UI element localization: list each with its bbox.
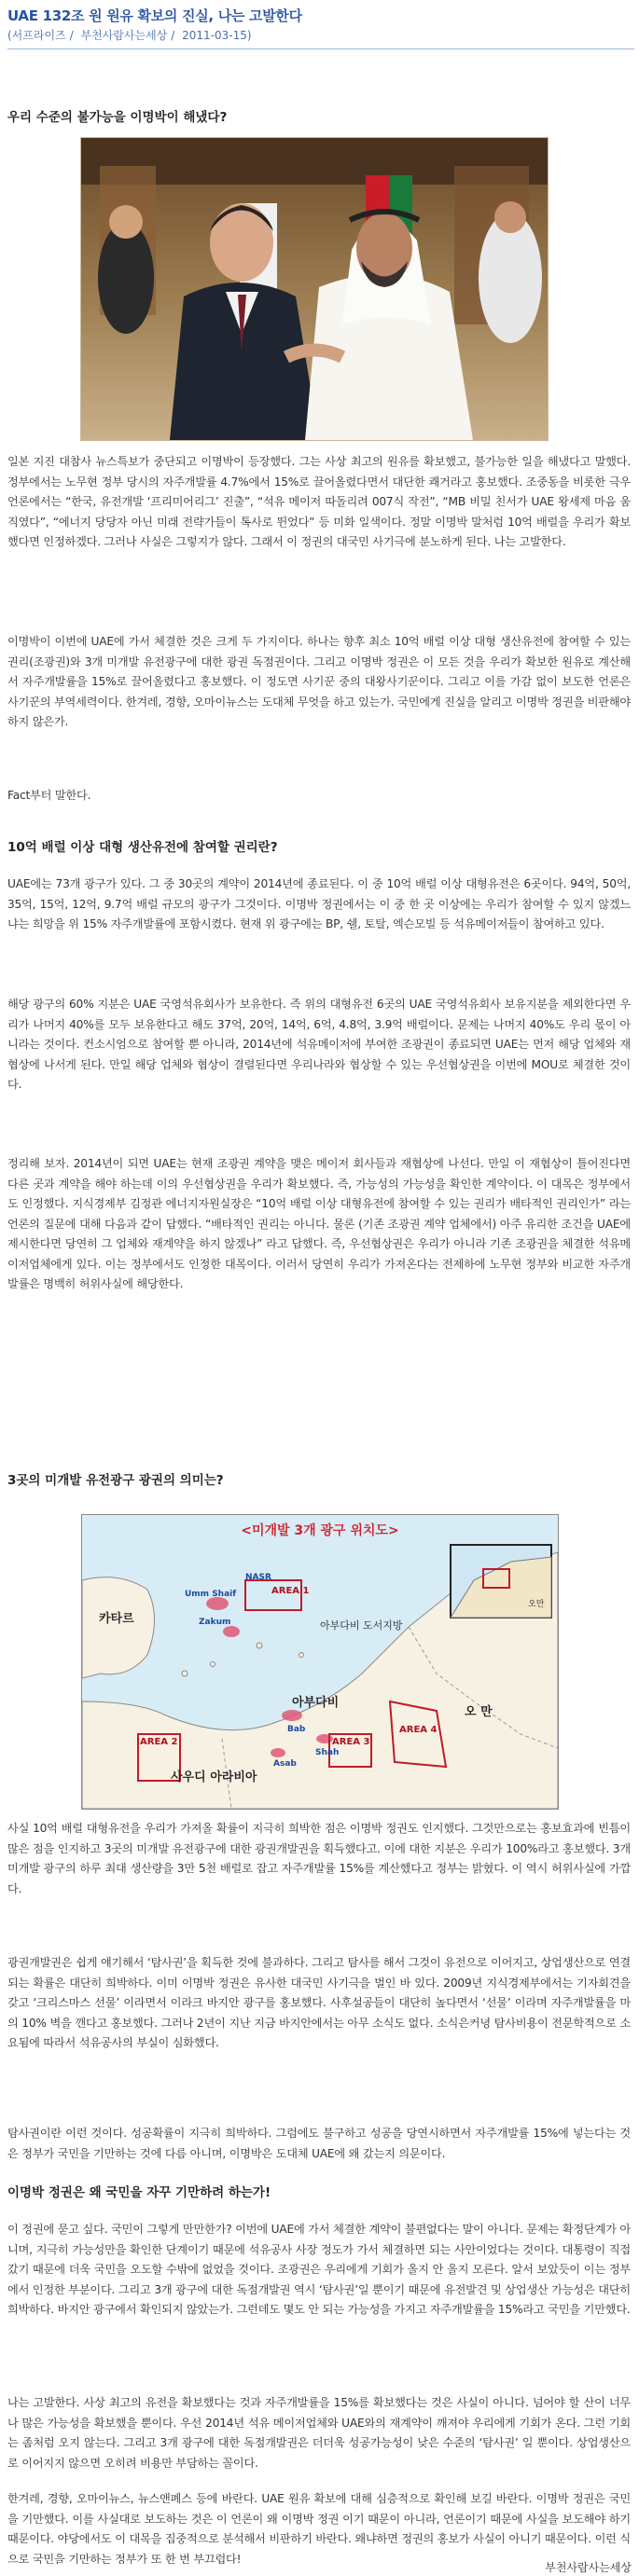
section-heading: 우리 수준의 불가능을 이명박이 해냈다? (7, 110, 228, 125)
article-meta (7, 27, 256, 43)
paragraph: 광권개발권은 쉽게 얘기해서 ‘탐사권’을 획득한 것에 불과하다. 그리고 탐사를 해서 그것이 유전으로 이어지고, 상업생산으로 연결되는 확률은 대단히 희박하다. 이미 이명박 정권은 유사한 대국민 사기극을 벌인 바 있다. 2009년 지식경제부에서는 기자회견을 갖고 ‘크리스마스 선물’ 이라면서 이라크 바지안 광구를 홍보했다. 사후설공들이 대단히 높다면서 ‘선물’ 이라며 자주개발률을 마의 10% 벽을 깬다고 홍보했다. 그러나 2년이 지난 지금 바지안에서는 아무 소식도 없다. 소식은커녕 탐사비용이 전문학적으로 소요됨에 따라서 석유공사의 부실이 심화했다. (7, 1956, 631, 2049)
photo-handshake (80, 137, 549, 441)
paragraph: 탐사권이란 이런 것이다. 성공확률이 지극히 희박하다. 그럼에도 불구하고 성공을 당연시하면서 자주개발률 15%에 넣는다는 것은 정부가 국민을 기만하는 것에 다름 아니며, 이명박은 도대체 UAE에 왜 갔는지 의문이다. (7, 2127, 631, 2160)
paragraph: UAE에는 73개 광구가 있다. 그 중 30곳의 계약이 2014년에 종료된다. 이 중 10억 배럴 이상 대형유전은 6곳이다. 94억, 50억, 35억, 15억, 12억, 9.7억 배럴 규모의 광구가 그것이다. 이명박 정권에서는 이 중 한 곳 이상에는 우리가 참여할 수 있지 않겠느냐는 희망을 위 15% 자주개발률에 포함시켰다. 현재 위 광구에는 BP, 쉘, 토탈, 엑슨모빌 등 석유메이저들이 참여하고 있다. (7, 877, 631, 930)
separator: / (69, 29, 74, 42)
map-label: AREA 4 (399, 1725, 438, 1735)
article-header (7, 0, 634, 49)
map-label: 사우디 아라비아 (171, 1770, 257, 1784)
section-heading: 10억 배럴 이상 대형 생산유전에 참여할 권리란? (7, 840, 278, 855)
paragraph: Fact부터 말한다. (7, 789, 91, 802)
map-label: AREA 3 (332, 1737, 370, 1747)
map-label: 오만 (528, 1600, 545, 1609)
date-label: 2011-03-15) (182, 29, 252, 42)
map-label: Shah (315, 1748, 340, 1757)
section-heading: 이명박 정권은 왜 국민을 자꾸 기만하려 하는가! (7, 2185, 271, 2200)
map-label: Zakum (199, 1618, 231, 1627)
separator: / (171, 29, 175, 42)
map-label: 카타르 (99, 1612, 134, 1626)
map-label: 아부다비 (292, 1696, 340, 1710)
map-label: Umm Shaif (185, 1590, 237, 1599)
section-heading: 3곳의 미개발 유전광구 광권의 의미는? (7, 1473, 224, 1488)
map-label: AREA 1 (271, 1586, 310, 1596)
map-label: AREA 2 (140, 1737, 178, 1747)
map-label: NASR (245, 1573, 271, 1582)
map-title: <미개발 3개 광구 위치도> (241, 1523, 399, 1538)
paragraph: 나는 고발한다. 사상 최고의 유전을 확보했다는 것과 자주개발률을 15%를 확보했다는 것은 사실이 아니다. 넘어야 할 산이 너무나 많은 가능성을 확보했을 뿐이다. 우선 2014년 석유 메이저업체와 UAE와의 재계약이 깨져야 우리에게 기회가 온다. 그런 기회는 좀처럼 오지 않는다. 그리고 3개 광구에 대한 독점개발권은 더더욱 성공가능성이 낮은 수준의 ‘탐사권’ 일 뿐이다. 상업생산으로 이어지지 않으면 오히려 비용만 부담하는 꼴이다. (7, 2396, 631, 2470)
paragraph: 정리해 보자. 2014년이 되면 UAE는 현재 조광권 계약을 맺은 메이저 회사들과 재협상에 나선다. 만일 이 재협상이 틀어진다면 다른 곳과 계약을 해야 하는데 이의 우선협상권을 우리가 확보했다. 즉, 가능성의 가능성을 확인한 계약이다. 이 대목은 정부에서도 인정했다. 지식경제부 김정관 에너지자원실장은 “10억 배럴 이상 대형유전에 참여할 수 있는 권리가 배타적인 권리인가” 라는 언론의 질문에 대해 다음과 같이 답했다. “배타적인 권리는 아니다. 물론 (기존 조광권 계약 업체에서) 아주 유리한 조건을 UAE에 제시한다면 당연히 그 업체와 재계약을 하지 않겠나” 라고 답했다. 즉, 우선협상권은 우리가 아니라 기존 조광권을 체결한 석유메이저업체에게 있다. 이는 정부에서도 인정한 대목이다. 이러서 당연히 우리가 가져온다는 전제하에 노무현 정부와 비교한 자주개발률은 명백히 허위사실에 해당한다. (7, 1157, 631, 1290)
map-label: Bab (287, 1725, 306, 1734)
map-label: Asab (273, 1759, 297, 1769)
map-label: 오 만 (465, 1705, 493, 1719)
paragraph: 이명박이 이번에 UAE에 가서 체결한 것은 크게 두 가지이다. 하나는 향후 최소 10억 배럴 이상 대형 생산유전에 참여할 수 있는 권리(조광권)와 3개 미개발 유전광구에 대한 광권 독점권이다. 그리고 이명박 정권은 이 모든 것을 우리가 확보한 원유로 계산해서 자주개발률을 15%로 끌어올렸다고 홍보했다. 이 정도면 사기꾼 중의 대왕사기꾼이다. 그리고 이를 가감 없이 보도한 언론은 사기꾼의 부역세력이다. 한겨레, 경향, 오마이뉴스는 도대체 무엇을 하고 있는가. 국민에게 진실을 알리고 이명박 정권을 비판해야 하지 않은가. (7, 635, 631, 728)
paragraph: 이 정권에 묻고 싶다. 국민이 그렇게 만만한가? 이번에 UAE에 가서 체결한 계약이 불편없다는 말이 아니다. 문제는 확정단계가 아니며, 지극히 가능성만을 확인한 단계이기 때문에 석유공사 사장 정도가 가서 체결하면 되는 사안이었다는 것이다. 대통령이 직접 갔기 때문에 더욱 국민을 오도할 수밖에 없었을 것이다. 조광권은 우리에게 기회가 올지 안 올지 모른다. 알서 보았듯이 이는 정부에서 인정한 부분이다. 그리고 3개 광구에 대한 독점개발권 역시 ‘탐사권’일 뿐이기 때문에 유전발견 및 상업생산 가능성은 대단히 희박하다. 바지안 광구에서 확인되지 않았는가. 그런데도 몇도 안 되는 가능성을 가지고 자주개발률을 15%라고 국민을 기만했다. (7, 2223, 631, 2316)
paragraph: 한겨레, 경향, 오마이뉴스, 뉴스앤폐스 등에 바란다. UAE 원유 확보에 대해 심층적으로 확인해 보길 바란다. 이명박 정권은 국민을 기만했다. 이를 사실대로 보도하는 것은 이 언론이 왜 이명박 정권 이기 때문이 아니라, 언론이기 때문에 사실을 보도해야 하기 때문이다. 야당에서도 이 대목을 집중적으로 분석해서 비판하기 바란다. 왜냐하면 정권의 홍보가 사실이 아니기 때문이다. 이런 식으로 국민을 기만하는 정부가 또 한 번 부끄럽다! (7, 2492, 631, 2564)
map-label: 아부다비 도서지방 (320, 1619, 403, 1632)
paragraph: 해당 광구의 60% 지분은 UAE 국영석유회사가 보유한다. 즉 위의 대형유전 6곳의 UAE 국영석유회사 보유지분을 제외한다면 우리가 나머지 40%를 모두 보유한다고 해도 37억, 20억, 14억, 6억, 4.8억, 3.9억 배럴이다. 문제는 나머지 40%도 우리 몫이 아니라는 것이다. 컨소시엄으로 참여할 뿐 아니라, 2014년에 석유메이저에 부여한 조광권이 종료되면 UAE는 먼저 해당 업체와 재협상에 나서게 된다. 만일 해당 업체와 협상이 결렬된다면 우리나라와 협상할 수 있는 우선협상권을 이번에 MOU로 체결한 것이다. (7, 998, 631, 1091)
category-link[interactable]: 부천사람사는세상 (80, 29, 168, 42)
article-title: UAE 132조 원 원유 확보의 진실, 나는 고발한다 (7, 7, 302, 24)
source-label: (서프라이즈 (7, 29, 66, 42)
byline: 부천사람사는세상 (545, 2561, 632, 2574)
oil-block-location-map (81, 1514, 559, 1810)
paragraph: 일본 지진 대참사 뉴스특보가 중단되고 이명박이 등장했다. 그는 사상 최고의 원유를 확보했고, 불가능한 일을 해냈다고 말했다. 정부에서는 노무현 정부 당시의 자주개발률 4.7%에서 15%로 끌어올렸다면서 대단한 쾌거라고 홍보했다. 조중동을 비롯한 극우언론에서는 “한국, 유전개발 ‘프리미어리그’ 진출”, “석유 메이저 따돌리려 007식 작전”, “MB 비밀 친서가 UAE 왕세제 마음 움직였다”, “에너지 당당자 아닌 미래 전략가들이 톡사로 뛴었다” 등 미화 일색이다. 정말 이명박 말처럼 10억 배럴을 우리가 확보했다면 인정하겠다. 그러나 사실은 그렇지가 않다. 그래서 이 정권의 대국민 사기극에 분노하게 된다. 나는 고발한다. (7, 455, 631, 548)
paragraph: 사실 10억 배럴 대형유전을 우리가 가져올 확률이 지극히 희박한 점은 이명박 정권도 인지했다. 그것만으로는 홍보효과에 빈틈이 많은 점을 인지하고 3곳의 미개발 유전광구에 대한 광권개발권을 획득했다고. 이에 대한 지분은 우리가 100%라고 홍보했다. 3개 미개발 광구의 하루 최대 생산량을 3만 5천 배럴로 잡고 자주개발률 15%를 계산했다고 정부는 밝혔다. 이 역시 허위사실에 가깝다. (7, 1822, 631, 1895)
